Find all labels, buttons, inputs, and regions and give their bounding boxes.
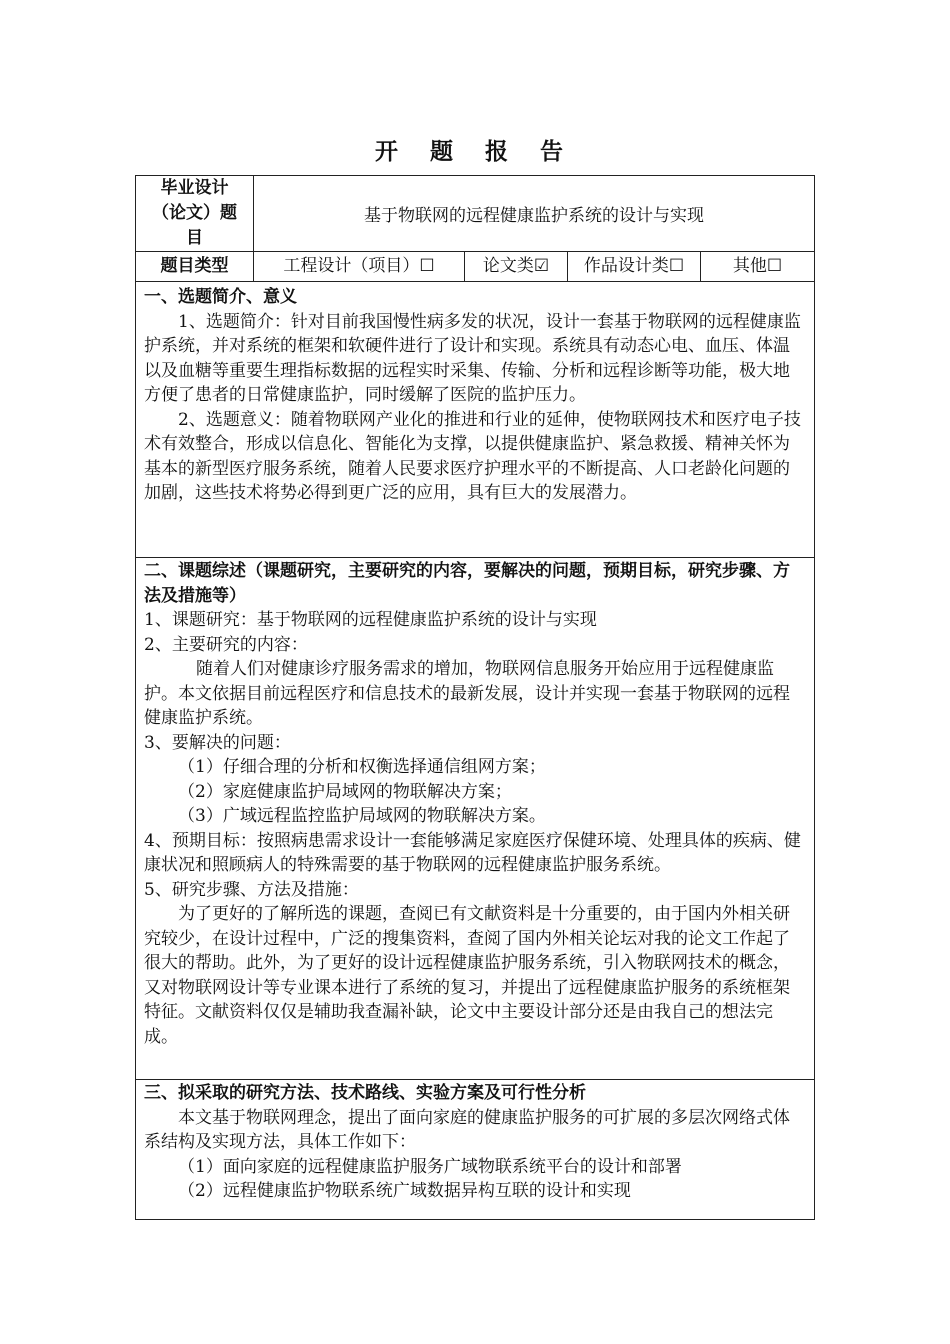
section-methods [136,1081,814,1204]
section-topic-review [136,559,814,1049]
section2-item-2-title: 2、主要研究的内容： [144,634,308,655]
topic-type-row [136,251,814,282]
section2-problem-3: （3）广域远程监控监护局域网的物联解决方案。 [178,806,546,826]
section2-item-5-title: 5、研究步骤、方法及措施： [144,879,359,900]
section2-item-2-body: 随着人们对健康诊疗服务需求的增加，物联网信息服务开始应用于远程健康监护。本文依据目前远程医疗和信息技术的最新发展，设计并实现一套基于物联网的远程健康监护系统。 [144,659,790,728]
thesis-title-value: 基于物联网的远程健康监护系统的设计与实现 [364,206,704,226]
type-option-works[interactable]: 作品设计类☐ [583,256,685,276]
section-divider [136,1079,814,1080]
section3-intro: 本文基于物联网理念，提出了面向家庭的健康监护服务的可扩展的多层次网络式体系结构及实现方法，具体工作如下： [144,1107,790,1152]
section3-heading: 三、拟采取的研究方法、技术路线、实验方案及可行性分析 [144,1083,586,1103]
section2-heading: 二、课题综述（课题研究，主要研究的内容，要解决的问题，预期目标，研究步骤、方法及措施等） [144,561,790,606]
document-title: 开 题 报 告 [374,138,576,165]
type-option-engineering[interactable]: 工程设计（项目）☐ [283,256,435,276]
section-topic-intro [136,285,814,506]
section1-paragraph-2: 2、选题意义：随着物联网产业化的推进和行业的延伸，使物联网技术和医疗电子技术有效整合，形成以信息化、智能化为支撑，以提供健康监护、紧急救援、精神关怀为基本的新型医疗服务系统，随着人民要求医疗护理水平的不断提高、人口老龄化问题的加剧，这些技术将势必得到更广泛的应用，具有巨大的发展潜力。 [144,409,801,503]
type-option-thesis[interactable]: 论文类☑ [482,256,550,276]
section2-item-5-body: 为了更好的了解所选的课题，查阅已有文献资料是十分重要的，由于国内外相关研究较少，在设计过程中，广泛的搜集资料，查阅了国内外相关论坛对我的论文工作起了很大的帮助。此外，为了更好的设计远程健康监护服务系统，引入物联网技术的概念，又对物联网设计等专业课本进行了系统的复习，并提出了远程健康监护服务的系统框架特征。文献资料仅仅是辅助我查漏补缺，论文中主要设计部分还是由我自己的想法完成。 [144,904,790,1047]
section2-item-3-title: 3、要解决的问题： [144,732,291,753]
section2-problem-1: （1）仔细合理的分析和权衡选择通信组网方案； [178,757,546,777]
type-option-other[interactable]: 其他☐ [732,256,783,276]
section3-item-1: （1）面向家庭的远程健康监护服务广域物联系统平台的设计和部署 [178,1156,682,1177]
section2-item-4: 4、预期目标：按照病患需求设计一套能够满足家庭医疗保健环境、处理具体的疾病、健康状况和照顾病人的特殊需要的基于物联网的远程健康监护服务系统。 [144,830,801,875]
section1-paragraph-1: 1、选题简介：针对目前我国慢性病多发的状况，设计一套基于物联网的远程健康监护系统，并对系统的框架和软硬件进行了设计和实现。系统具有动态心电、血压、体温以及血糖等重要生理指标数据的远程实时采集、传输、分析和远程诊断等功能，极大地方便了患者的日常健康监护，同时缓解了医院的监护压力。 [144,311,801,405]
thesis-label-line-3: 目 [186,228,203,248]
section3-item-2: （2）远程健康监护物联系统广域数据异构互联的设计和实现 [178,1181,631,1201]
topic-type-label: 题目类型 [136,251,254,281]
section2-problem-2: （2）家庭健康监护局域网的物联解决方案； [178,781,512,802]
report-table [135,175,815,1220]
thesis-label-line-1: 毕业设计 [160,178,229,198]
section-divider [136,557,814,558]
thesis-label-line-2: （论文）题 [152,203,237,223]
thesis-title-row [136,176,814,252]
thesis-title-label [136,176,254,251]
section2-item-1: 1、课题研究：基于物联网的远程健康监护系统的设计与实现 [144,610,597,630]
section1-heading: 一、选题简介、意义 [144,287,297,307]
